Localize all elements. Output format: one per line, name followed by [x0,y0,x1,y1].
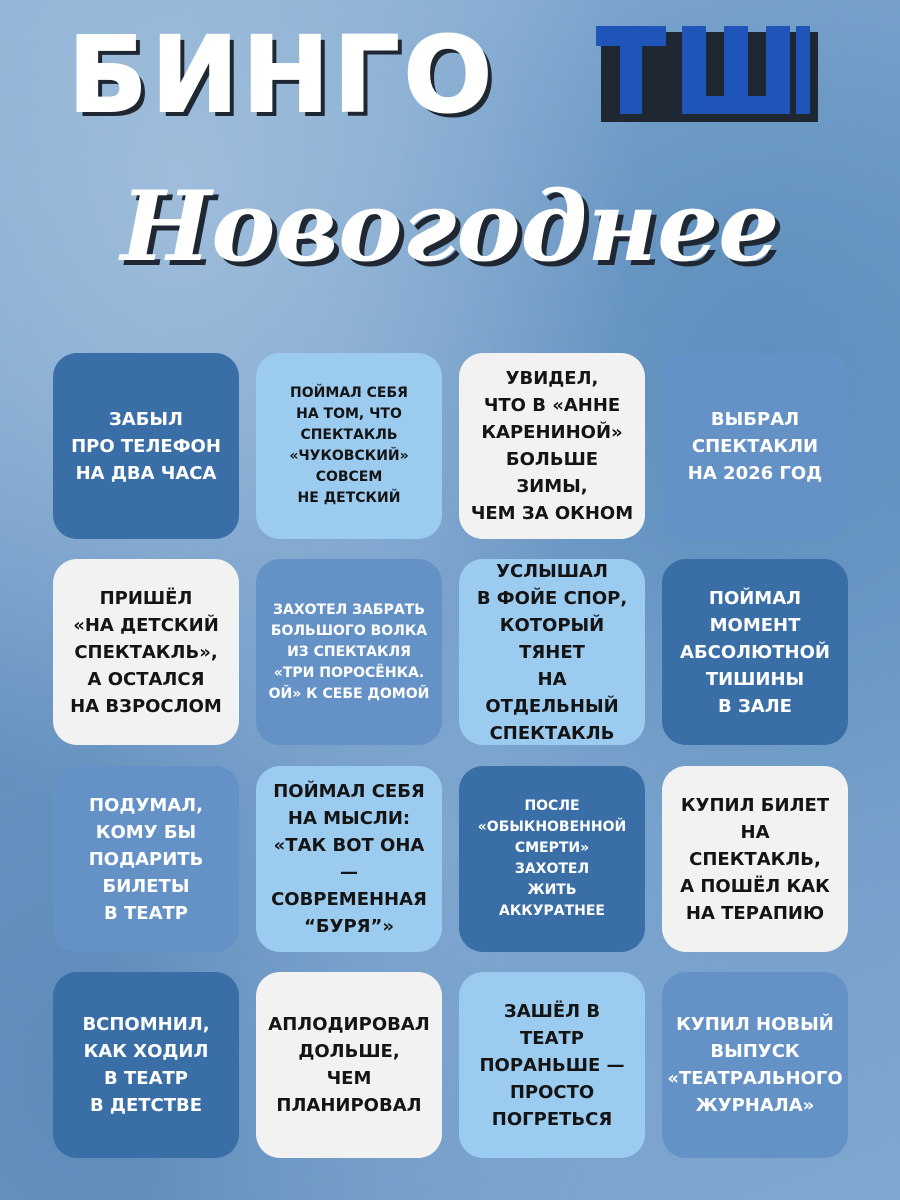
bingo-title: БИНГО [68,14,497,136]
bingo-cell[interactable]: ВСПОМНИЛ, КАК ХОДИЛ В ТЕАТР В ДЕТСТВЕ [53,972,239,1158]
bingo-cell[interactable]: КУПИЛ БИЛЕТ НА СПЕКТАКЛЬ, А ПОШЁЛ КАК НА ТЕРАПИЮ [662,766,848,952]
bingo-cell[interactable]: ПОДУМАЛ, КОМУ БЫ ПОДАРИТЬ БИЛЕТЫ В ТЕАТР [53,766,239,952]
bingo-cell[interactable]: УВИДЕЛ, ЧТО В «АННЕ КАРЕНИНОЙ» БОЛЬШЕ ЗИМЫ, ЧЕМ ЗА ОКНОМ [459,353,645,539]
theatre-logo-icon [596,26,818,122]
bingo-cell[interactable]: ПРИШЁЛ «НА ДЕТСКИЙ СПЕКТАКЛЬ», А ОСТАЛСЯ НА ВЗРОСЛОМ [53,559,239,745]
bingo-cell[interactable]: ПОЙМАЛ МОМЕНТ АБСОЛЮТНОЙ ТИШИНЫ В ЗАЛЕ [662,559,848,745]
bingo-grid [53,353,847,1158]
bingo-cell[interactable]: ВЫБРАЛ СПЕКТАКЛИ НА 2026 ГОД [662,353,848,539]
theatre-logo [596,26,818,122]
bingo-cell[interactable]: ЗАХОТЕЛ ЗАБРАТЬ БОЛЬШОГО ВОЛКА ИЗ СПЕКТАКЛЯ «ТРИ ПОРОСЁНКА. ОЙ» К СЕБЕ ДОМОЙ [256,559,442,745]
bingo-cell[interactable]: АПЛОДИРОВАЛ ДОЛЬШЕ, ЧЕМ ПЛАНИРОВАЛ [256,972,442,1158]
bingo-cell[interactable]: ПОЙМАЛ СЕБЯ НА МЫСЛИ: «ТАК ВОТ ОНА — СОВРЕМЕННАЯ “БУРЯ”» [256,766,442,952]
bingo-cell[interactable]: КУПИЛ НОВЫЙ ВЫПУСК «ТЕАТРАЛЬНОГО ЖУРНАЛА» [662,972,848,1158]
header [0,14,900,136]
bingo-cell[interactable]: ПОСЛЕ «ОБЫКНОВЕННОЙ СМЕРТИ» ЗАХОТЕЛ ЖИТЬ АККУРАТНЕЕ [459,766,645,952]
bingo-cell[interactable]: УСЛЫШАЛ В ФОЙЕ СПОР, КОТОРЫЙ ТЯНЕТ НА ОТДЕЛЬНЫЙ СПЕКТАКЛЬ [459,559,645,745]
subtitle-new-year: Новогоднее [120,170,780,283]
bingo-cell[interactable]: ПОЙМАЛ СЕБЯ НА ТОМ, ЧТО СПЕКТАКЛЬ «ЧУКОВСКИЙ» СОВСЕМ НЕ ДЕТСКИЙ [256,353,442,539]
bingo-cell[interactable]: ЗАБЫЛ ПРО ТЕЛЕФОН НА ДВА ЧАСА [53,353,239,539]
bingo-cell[interactable]: ЗАШЁЛ В ТЕАТР ПОРАНЬШЕ — ПРОСТО ПОГРЕТЬСЯ [459,972,645,1158]
